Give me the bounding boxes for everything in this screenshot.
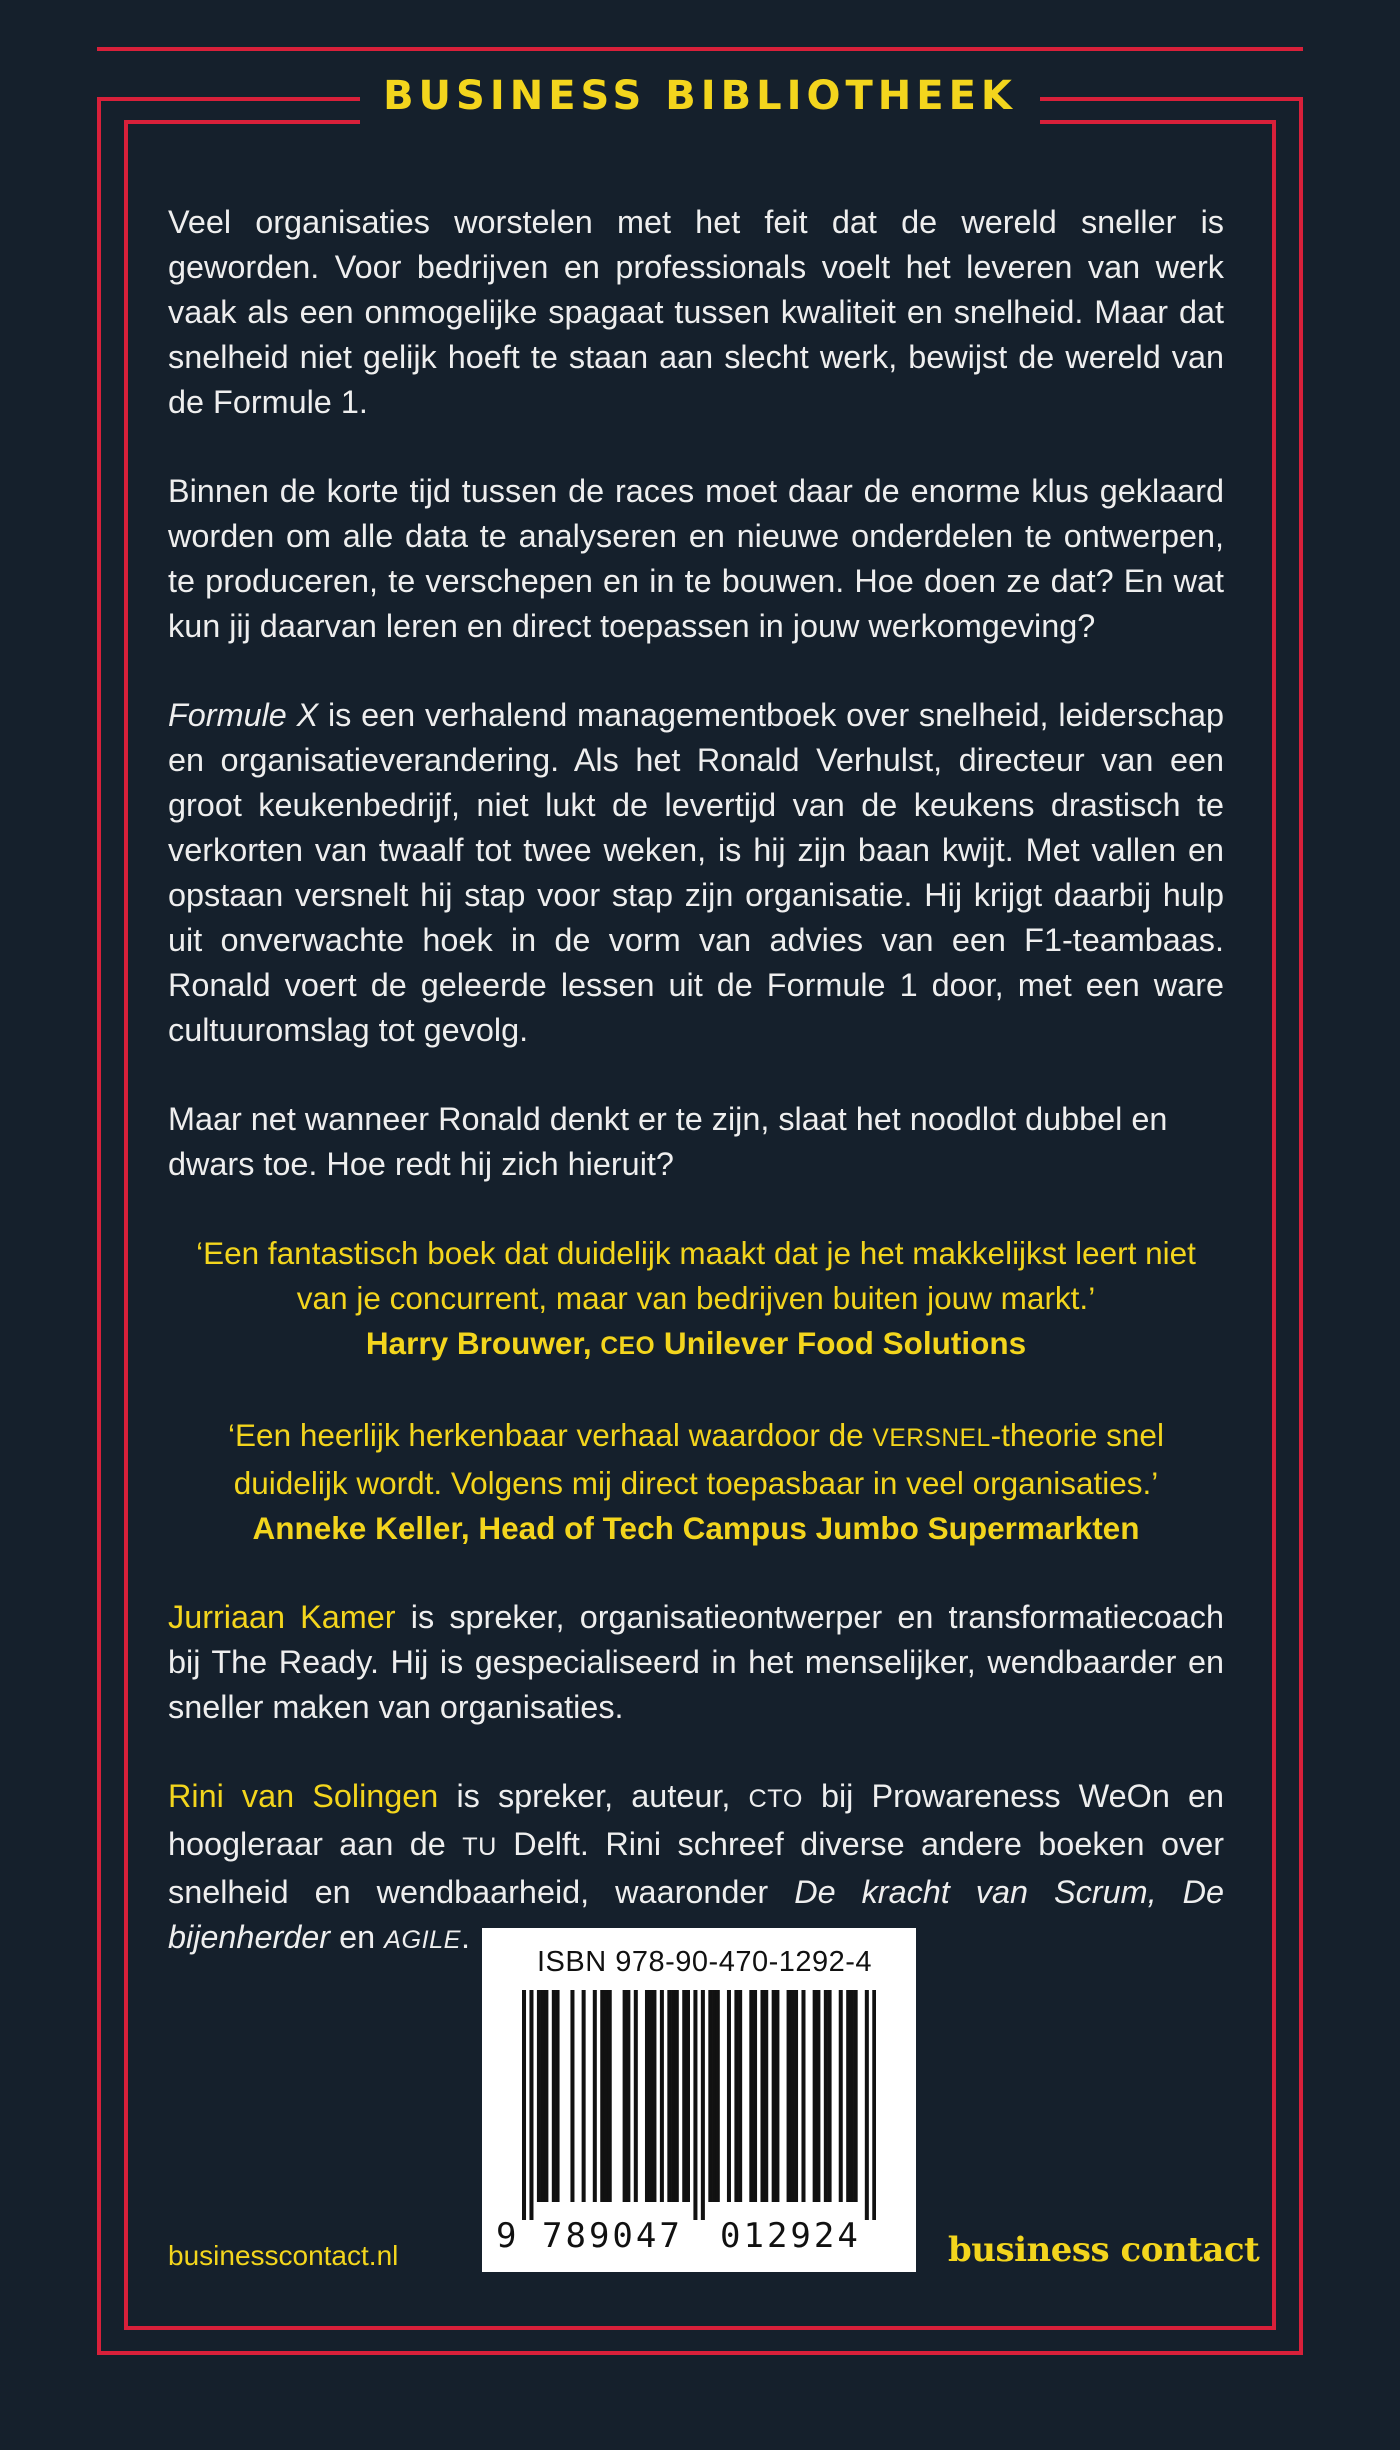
barcode-bar	[667, 1990, 671, 2202]
barcode-bar	[716, 1990, 720, 2202]
website-link[interactable]: businesscontact.nl	[168, 2240, 399, 2271]
barcode-bar	[600, 1990, 604, 2202]
frame-outer-bottom	[97, 2351, 1303, 2355]
barcode-bar	[701, 1990, 705, 2220]
barcode-digits-left: 789047	[542, 2216, 683, 2256]
quote-attribution	[168, 1506, 1224, 1551]
author-name: Jurriaan Kamer	[168, 1599, 396, 1635]
barcode-bar	[813, 1990, 817, 2202]
barcode-bar	[708, 1990, 712, 2202]
barcode-bar	[660, 1990, 664, 2202]
book-reference: AGILE	[384, 1926, 462, 1954]
barcode-bar	[634, 1990, 638, 2202]
frame-outer-left	[97, 97, 101, 2355]
barcode-digits-right: 012924	[720, 2216, 861, 2256]
barcode-bar	[529, 1990, 533, 2220]
blurb-paragraph-3	[168, 693, 1224, 1053]
frame-inner-left	[124, 120, 128, 2330]
barcode-bar	[686, 1990, 690, 2202]
barcode-bar	[872, 1990, 876, 2220]
barcode-bar	[764, 1990, 768, 2202]
barcode-bar	[652, 1990, 656, 2202]
barcode-bar	[846, 1990, 850, 2202]
series-title: BUSINESS BIBLIOTHEEK	[360, 60, 1040, 132]
endorsement-quote	[168, 1231, 1224, 1369]
barcode-bar	[671, 1990, 675, 2202]
barcode-bar	[522, 1990, 526, 2220]
barcode-bar	[541, 1990, 545, 2202]
barcode-bar	[801, 1990, 805, 2202]
barcode-bar	[828, 1990, 832, 2202]
barcode-digit-first: 9	[496, 2216, 520, 2256]
frame-outer-top	[97, 47, 1303, 51]
barcode-bar	[753, 1990, 757, 2202]
author-bio-text: is spreker, auteur,	[438, 1778, 749, 1814]
author-bio-smallcaps: TU	[462, 1833, 497, 1861]
barcode-bar	[645, 1990, 649, 2202]
barcode-bar	[570, 1990, 574, 2202]
attribution-role: CEO	[600, 1333, 656, 1360]
quote-text: -theorie snel duidelijk wordt. Volgens mij direct toepasbaar in veel organisaties.’	[233, 1417, 1164, 1501]
barcode-bar	[623, 1990, 627, 2202]
barcode-bar	[675, 1990, 679, 2202]
author-name: Rini van Solingen	[168, 1778, 439, 1814]
author-bio-text: en	[330, 1919, 385, 1955]
author-bio-smallcaps: CTO	[748, 1785, 803, 1813]
blurb-paragraph-2: Binnen de korte tijd tussen de races moet daar de enorme klus geklaard worden om alle data te analyseren en nieuwe onderdelen te ontwerpen, te produceren, te verschepen en in te bouwen. Hoe doen ze dat? En wat kun jij daarvan leren en direct toepassen in jouw werkomgeving?	[168, 473, 1224, 644]
quote-text: ‘Een heerlijk herkenbaar verhaal waardoor de	[228, 1417, 873, 1453]
barcode-bar	[626, 1990, 630, 2202]
back-cover-text	[168, 200, 1224, 2007]
barcode-bar	[839, 1990, 843, 2202]
blurb-paragraph-1: Veel organisaties worstelen met het feit dat de wereld sneller is geworden. Voor bedrijven en professionals voelt het leveren van werk vaak als een onmogelijke spagaat tussen kwaliteit en snelheid. Maar dat snelheid niet gelijk hoeft te staan aan slecht werk, bewijst de wereld van de Formule 1.	[168, 204, 1224, 420]
author-bio-1	[168, 1595, 1224, 1730]
author-bio-text: .	[461, 1919, 471, 1955]
endorsement-quote	[168, 1413, 1224, 1551]
frame-inner-right	[1272, 120, 1276, 2330]
book-title: Formule X	[168, 697, 319, 733]
quote-text-smallcaps: VERSNEL	[872, 1425, 991, 1452]
attribution-company: Unilever Food Solutions	[655, 1325, 1027, 1361]
barcode-bar	[552, 1990, 556, 2202]
isbn-label: ISBN 978-90-470-1292-4	[537, 1946, 873, 1978]
quote-text: ‘Een fantastisch boek dat duidelijk maakt dat je het makkelijkst leert niet van je concurrent, maar van bedrijven buiten jouw markt.’	[196, 1235, 1196, 1316]
attribution-name: Anneke Keller, Head of Tech Campus Jumbo Supermarkten	[252, 1510, 1140, 1546]
barcode-bars	[522, 1990, 876, 2220]
barcode-bar	[865, 1990, 869, 2220]
author-bio-text: is spreker, organisatieontwerper en transformatiecoach bij The Ready. Hij is gespecialiseerd in het menselijker, wendbaarder en sneller maken van organisaties.	[168, 1599, 1224, 1725]
barcode-bar	[693, 1990, 697, 2220]
barcode-bar	[772, 1990, 776, 2202]
blurb-paragraph-4: Maar net wanneer Ronald denkt er te zijn, slaat het noodlot dubbel en dwars toe. Hoe redt hij zich hieruit?	[168, 1101, 1168, 1182]
barcode-bar	[712, 1990, 716, 2202]
blurb-paragraph-3-text: is een verhalend managementboek over snelheid, leiderschap en organisatieverandering. Als het Ronald Verhulst, directeur van een groot keukenbedrijf, niet lukt de levertijd van de keukens drastisch te verkorten van twaalf tot twee weken, is hij zijn baan kwijt. Met vallen en opstaan versnelt hij stap voor stap zijn organisatie. Hij krijgt daarbij hulp uit onverwachte hoek in de vorm van advies van een F1-teambaas. Ronald voert de geleerde lessen uit de Formule 1 door, met een ware cultuuromslag tot gevolg.	[168, 697, 1224, 1048]
barcode-bar	[682, 1990, 686, 2202]
barcode-bar	[850, 1990, 854, 2202]
attribution-name: Harry Brouwer,	[365, 1325, 601, 1361]
barcode-bar	[775, 1990, 779, 2202]
barcode-bar	[760, 1990, 764, 2202]
barcode-bar	[544, 1990, 548, 2202]
barcode-bar	[738, 1990, 742, 2202]
publisher-logo: business contact	[948, 2230, 1260, 2270]
barcode-bar	[593, 1990, 597, 2202]
book-reference: De kracht van Scrum, De bijenherder	[168, 1874, 1224, 1955]
quote-attribution	[168, 1321, 1224, 1369]
barcode-bar	[787, 1990, 791, 2202]
barcode-bar	[649, 1990, 653, 2202]
barcode-bar	[556, 1990, 560, 2202]
barcode-bar	[824, 1990, 828, 2202]
barcode	[482, 1928, 916, 2272]
barcode-bar	[816, 1990, 820, 2202]
author-bio-text: bij Prowareness WeOn en hoogleraar aan de	[168, 1778, 1224, 1862]
frame-outer-right	[1299, 97, 1303, 2355]
barcode-bar	[790, 1990, 794, 2202]
barcode-bar	[794, 1990, 798, 2202]
frame-inner-bottom	[124, 2326, 1276, 2330]
barcode-bar	[604, 1990, 608, 2202]
barcode-bar	[854, 1990, 858, 2202]
barcode-bar	[749, 1990, 753, 2202]
barcode-bar	[582, 1990, 586, 2202]
barcode-bar	[734, 1990, 738, 2202]
author-bio-text: Delft. Rini schreef diverse andere boeken over snelheid en wendbaarheid, waaronder	[168, 1826, 1224, 1910]
barcode-bar	[727, 1990, 731, 2202]
barcode-bar	[537, 1990, 541, 2202]
barcode-bar	[608, 1990, 612, 2202]
